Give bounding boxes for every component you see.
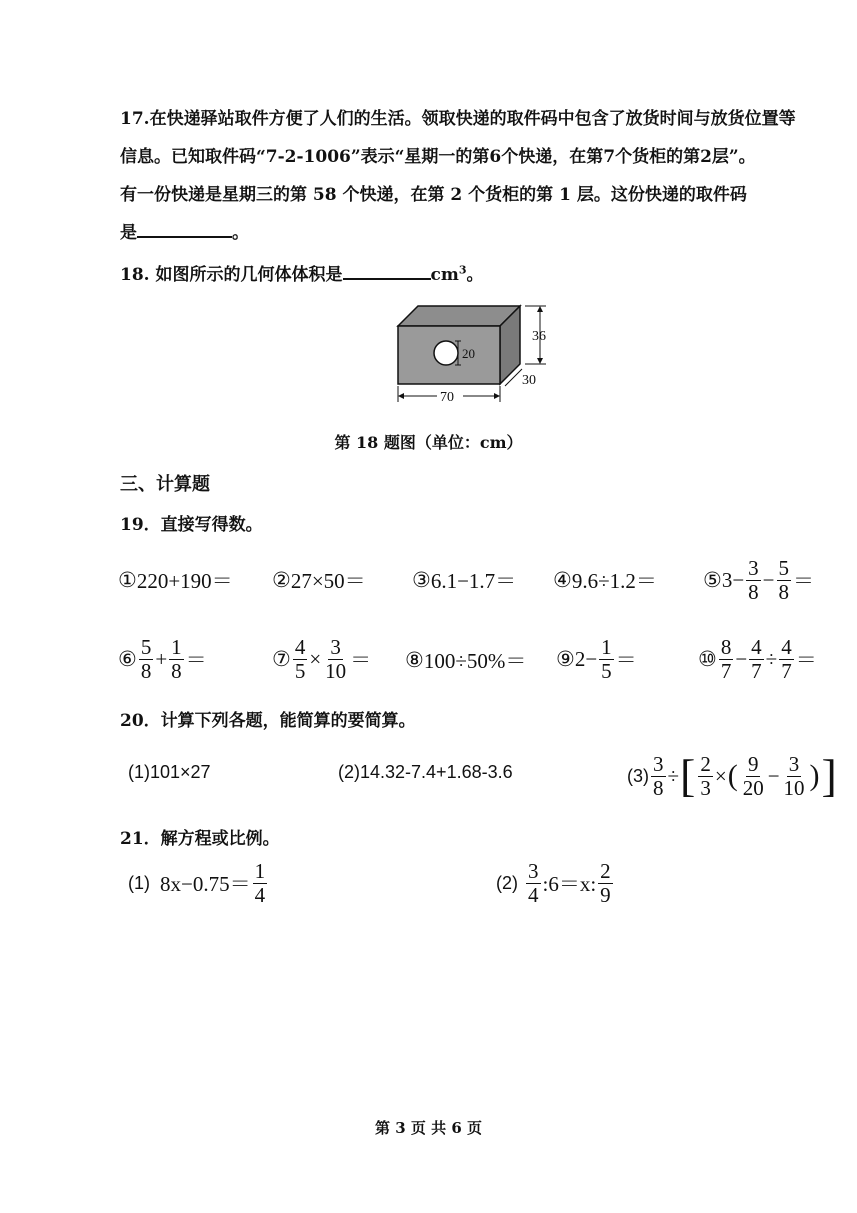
question-17 <box>120 100 820 252</box>
numerator: 8 <box>720 635 732 660</box>
numerator: 1 <box>254 859 266 884</box>
denominator: 7 <box>751 658 762 683</box>
fraction <box>698 753 713 798</box>
numerator: 9 <box>747 752 759 777</box>
q17-line4-prefix: 是 <box>120 223 137 243</box>
item-number: ⑧ <box>405 647 424 672</box>
operator: − <box>762 567 775 592</box>
denominator: 20 <box>742 775 764 800</box>
item-number: ③ <box>412 567 431 592</box>
q19-item-6 <box>118 634 207 684</box>
equals-sign: ＝ <box>793 569 815 593</box>
fraction <box>293 636 308 681</box>
proportion-middle: :6＝x: <box>542 872 597 896</box>
length-label: 70 <box>440 390 454 405</box>
part-label: (3) <box>627 765 649 786</box>
item-prefix: 2− <box>574 646 598 671</box>
numerator: 3 <box>653 752 664 777</box>
q18-figure <box>370 298 570 413</box>
numerator: 3 <box>528 859 539 884</box>
fraction <box>782 753 807 798</box>
q19-item-2 <box>272 560 366 600</box>
operator: − <box>767 763 780 788</box>
q19-item-8 <box>405 640 526 680</box>
item-expression: 27×50＝ <box>290 569 366 593</box>
depth-label: 30 <box>522 373 536 388</box>
denominator: 4 <box>254 882 266 907</box>
q19-title: 19．直接写得数。 <box>120 515 263 535</box>
height-label: 36 <box>532 329 546 344</box>
denominator: 8 <box>748 579 759 604</box>
fraction <box>526 860 541 905</box>
fraction <box>777 557 792 602</box>
item-expression: 6.1−1.7＝ <box>430 569 517 593</box>
q20-part-2: (2)14.32-7.4+1.68-3.6 <box>338 762 513 782</box>
q21-part-1 <box>128 858 269 908</box>
item-expression: 9.6÷1.2＝ <box>571 569 657 593</box>
fraction <box>749 636 764 681</box>
operator: ÷ <box>765 646 778 671</box>
box-top-face <box>398 306 520 326</box>
equation-left: 8x−0.75＝ <box>160 872 251 896</box>
denominator: 4 <box>528 882 539 907</box>
right-bracket: ] <box>821 750 837 801</box>
q21-title: 21．解方程或比例。 <box>120 829 280 849</box>
q17-answer-blank[interactable] <box>137 216 232 238</box>
fraction <box>139 636 154 681</box>
q17-line3: 有一份快递是星期三的第 58 个快递，在第 2 个货柜的第 1 层。这份快递的取件码 <box>120 185 747 205</box>
denominator: 10 <box>783 775 805 800</box>
right-paren: ) <box>809 759 820 792</box>
fraction <box>746 557 761 602</box>
numerator: 3 <box>748 556 759 581</box>
q17-line2: 信息。已知取件码“7-2-1006”表示“星期一的第6个快递，在第7个货柜的第2层”。 <box>120 147 756 167</box>
q19-item-10 <box>698 634 817 684</box>
q19-item-7 <box>272 634 371 684</box>
page-footer: 第 3 页 共 6 页 <box>375 1119 482 1137</box>
numerator: 5 <box>778 556 790 581</box>
equals-sign: ＝ <box>795 648 817 672</box>
q17-line4-suffix: 。 <box>232 223 249 243</box>
hole-diameter-label: 20 <box>462 346 475 361</box>
question-18 <box>120 258 484 285</box>
q19-item-9 <box>556 634 637 684</box>
operator: × <box>309 646 322 671</box>
q19-item-1 <box>118 560 233 600</box>
q18-figure-caption: 第 18 题图（单位：cm） <box>334 433 523 452</box>
item-number: ⑥ <box>118 646 137 671</box>
numerator: 3 <box>788 752 800 777</box>
q20-title: 20．计算下列各题，能简算的要简算。 <box>120 711 416 731</box>
item-number: ⑦ <box>272 646 291 671</box>
denominator: 10 <box>325 658 347 683</box>
fraction <box>169 636 184 681</box>
denominator: 9 <box>600 882 611 907</box>
numerator: 1 <box>601 635 612 660</box>
denominator: 8 <box>140 658 152 683</box>
q20-part-1: (1)101×27 <box>128 762 211 782</box>
section-3-title: 三、计算题 <box>120 474 210 495</box>
denominator: 8 <box>778 579 790 604</box>
fraction <box>779 636 794 681</box>
q18-unit: cm <box>430 265 459 285</box>
item-prefix: 3− <box>721 567 745 592</box>
numerator: 4 <box>751 635 762 660</box>
denominator: 5 <box>294 658 306 683</box>
fraction <box>741 753 766 798</box>
numerator: 5 <box>140 635 152 660</box>
equals-sign: ＝ <box>615 648 637 672</box>
item-number: ⑤ <box>703 567 722 592</box>
fraction <box>651 753 666 798</box>
q18-end: 。 <box>466 265 484 285</box>
operator: ÷ <box>667 763 680 788</box>
item-number: ⑨ <box>556 646 575 671</box>
operator: + <box>155 646 168 671</box>
q21-part-2 <box>496 858 615 908</box>
q19-item-4 <box>553 560 657 600</box>
fraction <box>323 636 348 681</box>
fraction <box>598 860 613 905</box>
item-number: ② <box>272 567 291 592</box>
fraction <box>599 636 614 681</box>
numerator: 2 <box>700 752 711 777</box>
q17-line4 <box>120 214 820 252</box>
item-expression: 100÷50%＝ <box>423 649 527 673</box>
item-number: ① <box>118 567 137 592</box>
denominator: 3 <box>700 775 711 800</box>
q17-line1: 17.在快递驿站取件方便了人们的生活。领取快递的取件码中包含了放货时间与放货位置等 <box>120 109 796 129</box>
fraction <box>719 636 734 681</box>
q18-unit-exponent: 3 <box>458 263 467 277</box>
item-number: ⑩ <box>698 646 717 671</box>
equals-sign: ＝ <box>185 648 207 672</box>
part-label: (1) <box>128 872 150 893</box>
q19-item-5 <box>703 557 814 603</box>
numerator: 1 <box>171 635 182 660</box>
item-number: ④ <box>553 567 572 592</box>
q20-part-3 <box>627 748 838 804</box>
left-bracket: [ <box>680 750 696 801</box>
denominator: 7 <box>781 658 792 683</box>
equals-sign: ＝ <box>350 648 372 672</box>
box-hole <box>434 341 458 365</box>
fraction <box>253 860 268 905</box>
numerator: 4 <box>781 635 792 660</box>
denominator: 8 <box>653 775 664 800</box>
denominator: 7 <box>720 658 732 683</box>
item-expression: 220+190＝ <box>136 569 233 593</box>
numerator: 3 <box>330 635 341 660</box>
numerator: 2 <box>600 859 611 884</box>
numerator: 4 <box>294 635 306 660</box>
denominator: 8 <box>171 658 182 683</box>
q18-answer-blank[interactable] <box>343 258 431 280</box>
denominator: 5 <box>601 658 612 683</box>
q19-item-3 <box>412 560 516 600</box>
left-paren: ( <box>727 759 738 792</box>
q18-prefix: 18. 如图所示的几何体体积是 <box>120 265 343 285</box>
operator: × <box>714 763 727 788</box>
part-label: (2) <box>496 872 518 893</box>
operator: − <box>735 646 748 671</box>
